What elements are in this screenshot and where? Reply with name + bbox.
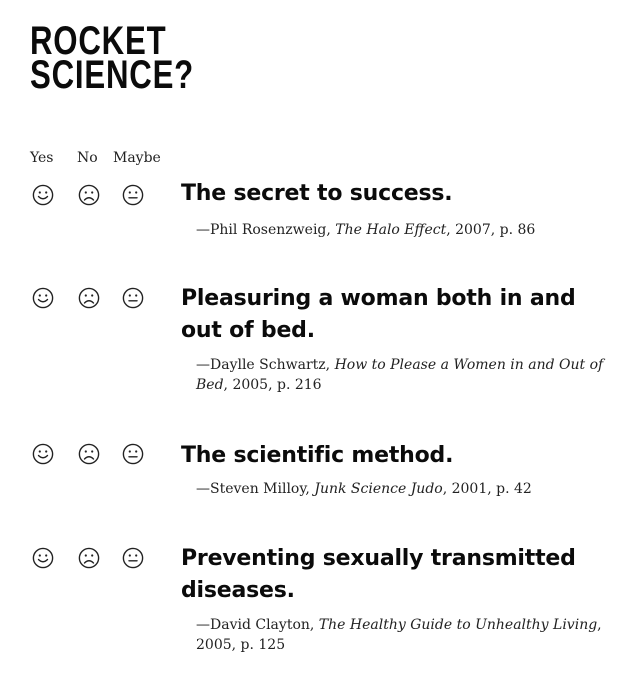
smiley-face-icon[interactable] (32, 547, 54, 569)
citation-dash: — (196, 222, 210, 238)
neutral-face-icon[interactable] (122, 287, 144, 309)
frowning-face-icon[interactable] (78, 443, 100, 465)
citation-details: , 2007, p. 86 (446, 222, 536, 238)
column-header-maybe: Maybe (113, 150, 161, 166)
citation-book: The Healthy Guide to Unhealthy Living (318, 617, 598, 633)
title-line-2: SCIENCE? (30, 53, 194, 97)
frowning-face-icon[interactable] (78, 547, 100, 569)
citation-author: Phil Rosenzweig (210, 222, 327, 238)
citation: —Steven Milloy, Junk Science Judo, 2001, p. 42 (196, 481, 532, 497)
smiley-face-icon[interactable] (32, 443, 54, 465)
citation-details: , 2005, p. 125 (196, 617, 602, 653)
column-header-yes: Yes (30, 150, 54, 166)
neutral-face-icon[interactable] (122, 547, 144, 569)
question-text: Pleasuring a woman both in and out of bed. (181, 286, 576, 343)
neutral-face-icon[interactable] (122, 443, 144, 465)
question-text: The secret to success. (181, 181, 453, 206)
citation-author: David Clayton (210, 617, 310, 633)
citation-book: The Halo Effect (335, 222, 447, 238)
citation-author: Daylle Schwartz (210, 357, 326, 373)
neutral-face-icon[interactable] (122, 184, 144, 206)
frowning-face-icon[interactable] (78, 287, 100, 309)
citation: —David Clayton, The Healthy Guide to Unhealthy Living, 2005, p. 125 (196, 617, 602, 653)
citation-dash: — (196, 481, 210, 497)
citation-author: Steven Milloy (210, 481, 306, 497)
smiley-face-icon[interactable] (32, 184, 54, 206)
citation: —Daylle Schwartz, How to Please a Women in and Out of Bed, 2005, p. 216 (196, 357, 604, 393)
title-line-1: ROCKET (30, 19, 167, 63)
citation-book: How to Please a Women in and Out of Bed (196, 357, 604, 393)
citation: —Phil Rosenzweig, The Halo Effect, 2007, p. 86 (196, 222, 536, 238)
question-text: Preventing sexually transmitted diseases. (181, 546, 576, 603)
citation-book: Junk Science Judo (314, 481, 443, 497)
frowning-face-icon[interactable] (78, 184, 100, 206)
citation-details: , 2001, p. 42 (442, 481, 532, 497)
question-text: The scientific method. (181, 443, 454, 468)
citation-details: , 2005, p. 216 (223, 377, 322, 393)
page-title (30, 19, 194, 97)
citation-dash: — (196, 617, 210, 633)
citation-dash: — (196, 357, 210, 373)
column-header-no: No (77, 150, 98, 166)
smiley-face-icon[interactable] (32, 287, 54, 309)
